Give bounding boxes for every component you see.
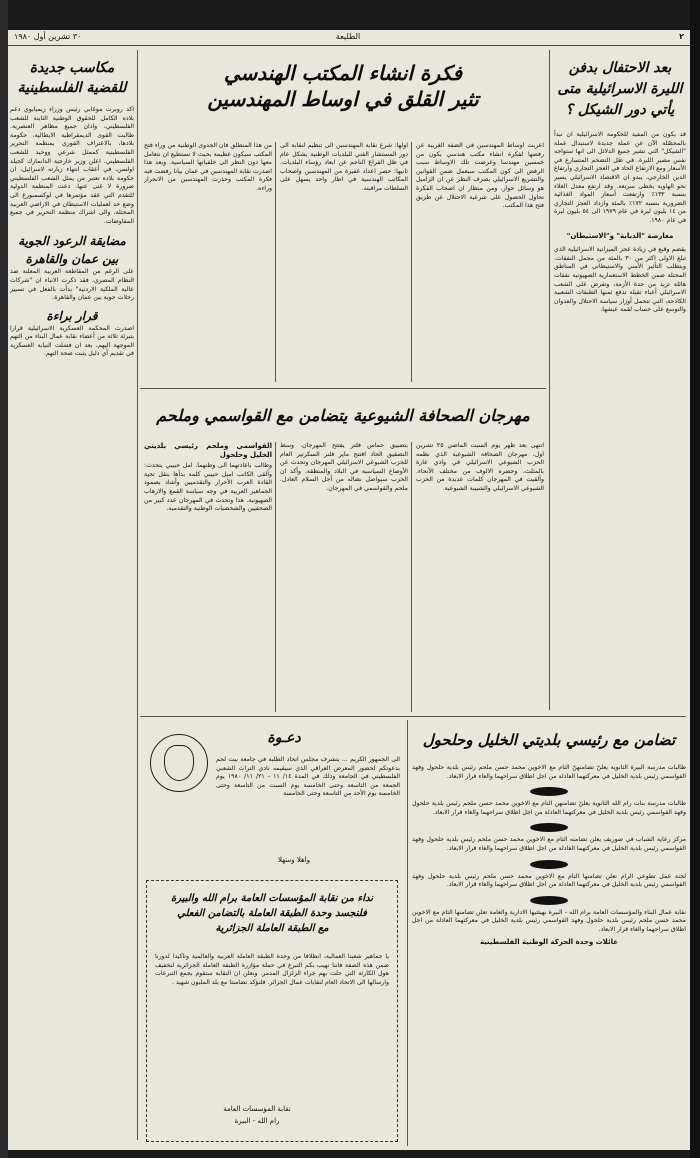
festival-col-3-head: القواسمي وملحم رئيسي بلديتي الخليل وحلحول	[144, 442, 272, 459]
article-shekel-body: قد يكون من المفيد للحكومة الاسرائيلية ان تبدأ بالمحصّلة الآن عن عملة جديدة لاستبدال عملة "الشيكل" التي تشير جميع الدلائل الى انها ستواجه نفس مصير الليرة. في ظل التضخم المتسارع في الأسعار ومع الارتفاع الحاد في العجز التجاري وارتفاع الدين الخارجي، يبدو ان الاقتصاد الاسرائيلي يسير نحو الهاوية بخطى سريعة. وقد ارتفع معدل الغلاء بنسبة ١٣٢٪ وارتفعت أسعار المواد الغذائية الضرورية بنسبة ١٧٢٪ بالمئة وازداد العجز التجاري من ١٤ بليون ليرة في عام ١٩٧٩ الى ٥٤ بليون ليرة في عام ١٩٨٠.	[554, 131, 686, 224]
left-title-3: بين عمان والقاهرة	[25, 252, 119, 267]
separator	[412, 893, 686, 909]
left-body-2: على الرغم من المقاطعة العربية المعلنة ضد النظام المصري، فقد ذكرت الانباء ان "شركات عالية الملكية الاردنية" بدأت بالفعل في تسيير رحلات جوية بين عمان والقاهرة.	[10, 268, 134, 302]
separator	[412, 784, 686, 800]
article-shekel-body-2: يقضم وقبع في زيادة عجز الميزانية الاسرائيلية الذي تبلغ الاولى اكثر من ٣٠ بالمئة من مجمل النفقات. ويتطلب التأثير الأمني والاستيطاني في المناطق المحتلة ضمن الخطط الاستعمارية الصهيونية نفقات هائلة تزيد من حدة الأزمة، وتفرض على الشعب الاسرائيلي أعباء ثقيلة تدفع ثمنها الطبقات الشعبية الكادحة، التي تتحمل أوزار سياسة الاحتلال والعدوان والتوسع على حساب لقمة عيشها.	[554, 246, 686, 314]
invitation-box	[142, 720, 404, 870]
invitation-title: دعـوة	[267, 730, 301, 746]
page-header	[8, 30, 690, 46]
union-call-body: يا جماهير شعبنا العمالية، انطلاقا من وحدة الطبقة العاملة العربية والعالمية وتأكيدا لدورنا ضمن هذه الصفة فاننا نهيب بكم التبرع في حملة مؤازرة الطبقة العاملة الجزائرية لتخفيف هول الكارثة التي حلت بهم جراء الزلزال المدمر. ونعلن ان النقابة ستقوم بجمع التبرعات وارسالها الى الاتحاد العام لنقابات عمال الجزائر. فلنؤكد تضامننا مع بلد المليون شهيد .	[155, 953, 389, 986]
solidarity-item: نقابة عمال البناء والمؤسسات العامة برام الله - البيرة بهيئتيها الادارية والعامة تعلن تضامنها التام مع الاخوين محمد حسن ملحم رئيس بلدية حلحول وفهد القواسمي رئيس بلدية الخليل في معركتهما العادلة من اجل اطلاق سراحهما والغاء قرار الابعاد.	[412, 908, 686, 933]
festival-col-3	[144, 442, 272, 712]
separator-mark	[530, 860, 568, 869]
solidarity-footer: عائلات وحدة الحركة الوطنية الفلسطينية	[479, 937, 619, 946]
column-rule	[137, 50, 138, 1140]
emblem-icon	[150, 734, 208, 792]
article-shekel-title: بعد الاحتفال بدفن الليرة الاسرائيلية متى يأتي دور الشيكل ؟	[557, 60, 683, 118]
page-binding	[690, 0, 700, 1158]
main-article-headline	[142, 54, 544, 150]
publication-name: الطليعة	[335, 32, 361, 41]
column-rule	[275, 442, 276, 712]
solidarity-item: طالبات مدرسة البيرة الثانوية يعلنّ تضامنهنّ التام مع الاخوين محمد حسن ملحم رئيس بلدية حلحول وفهد القواسمي رئيس بلدية الخليل في معركتهما العادلة من اجل اطلاق سراحهما والغاء قرار الابعاد.	[412, 764, 686, 780]
column-rule	[275, 142, 276, 382]
separator	[412, 820, 686, 836]
festival-title: مهرجان الصحافة الشيوعية يتضامن مع القواسمي وملحم	[156, 406, 530, 425]
festival-col-3-body: وطالب باعادتهما الى وطنهما. امل حبيبي يتحدث: وألقى الكاتب اميل حبيبي كلمة بدأها بنقل تحية القادة العرب الأحرار والتقدميين وأشاد بصمود الجماهير العربية في وجه سياسة القمع والارهاب الصهيونية. هذا وتحدث في المهرجان عدد كبير من الصحفيين والشخصيات الوطنية والتقدمية.	[144, 462, 272, 513]
left-title-1: مكاسب جديدة للقضية الفلسطينية	[17, 60, 127, 96]
main-article-title-2: تثير القلق في اوساط المهندسين	[207, 87, 479, 111]
solidarity-item: لجنة عمل تطوعي الرام تعلن تضامنها التام مع الاخوين محمد حسن ملحم رئيس بلدية حلحول وفهد القواسمي رئيس بلدية الخليل في معركتهما العادلة من اجل اطلاق سراحهما والغاء قرار الابعاد.	[412, 872, 686, 889]
column-rule	[411, 142, 412, 382]
solidarity-list	[412, 764, 686, 1144]
separator-mark	[530, 787, 568, 796]
issue-date: ٣٠ تشرين أول ١٩٨٠	[14, 32, 82, 41]
main-article-col-3: من هذا المنطلق فان الجدوى الوطنية من وراء فتح المكتب سيكون عظيمة بحيث لا نستطيع ان نتعامل معها دون النظر الى خلفياتها السياسية. وبعد هذا اصدرت نقابة المهندسين في عمان بيانا رفضت فيه فكرة المكتب وحذرت المهندسين من الانجرار وراءه.	[144, 142, 272, 192]
main-article-col-1: اعربت اوساط المهندسين في الضفة الغربية عن رفضها لفكرة انشاء مكتب هندسي يكون من خمسين مهندسا وعرضت تلك الاوساط سبب الرفض الى كون المكتب سيعمل ضمن القوانين والتشريع الاسرائيلي بصرف النظر عن ان الزاميل هو وسائل حوار. ومن منظار ان اصحاب الفكرة تحاول الحصول على شرعية الاحتلال عن طريق فتح هذا المكتب.	[416, 142, 544, 210]
page-number: ٢	[679, 32, 684, 41]
union-call-title-1: نداء من نقابة المؤسسات العامة برام الله والبيرة	[170, 893, 374, 904]
separator	[412, 857, 686, 873]
column-rule	[407, 720, 408, 1146]
invitation-body: الى الجمهور الكريم ... يتشرف مجلس اتحاد الطلبة في جامعة بيت لحم بدعوتكم لحضور المعرض العراقي الذي سيقيمه نادي التراث الشعبي الفلسطيني في الجامعة وذلك في المدة ١٤/ ١١ - ٢١/ ١١/ ١٩٨٠ يوم الجمعة من التاسعة وحتى الخامسة يوم السبت من التاسعة وحتى الخامسة يوم الأحد من التاسعة وحتى الخامسة	[216, 756, 400, 798]
left-column	[10, 54, 134, 1144]
festival-col-1: انتهى بعد ظهر يوم السبت الماضي ٢٥ تشرين اول، مهرجان الصحافة الشيوعية الذي نظمه الحزب الشيوعي الاسرائيلي في وادي عارة بالمثلث، وحضره الالوف من مختلف الأنحاء. وألقيت في المهرجان كلمات عديدة من الحزب الشيوعي الاسرائيلي والشبيبة الشيوعية.	[416, 442, 544, 492]
column-rule	[549, 50, 550, 710]
union-call-signature-2: رام الله - البيرة	[234, 1117, 280, 1125]
solidarity-section	[412, 720, 686, 1146]
newspaper-page	[8, 30, 690, 1150]
left-title-4: قرار براءة	[46, 308, 98, 323]
union-call-title-2: فلنجسد وحدة الطبقة العاملة بالتضامن الفعلي	[177, 908, 367, 919]
union-call-signature: نقابة المؤسسات العامة	[223, 1105, 291, 1113]
left-body-1: اكد روبرت موغابي رئيس وزراء زيمبابوي دعم بلاده الكامل للحقوق الوطنية الثابتة للشعب الفلسطيني، وادان جميع مظاهر العنصرية. طالبت القوى الديمقراطية الايطالية، حكومة بلادها، بالاعتراف الفوري بمنظمة التحرير الفلسطينية كممثل شرعي ووحيد للشعب الفلسطيني. اعلن وزير خارجية الدانمارك كجيلد اولسن، في أعقاب انتهاء زيارته لاسرائيل، ان حكومة بلاده تعتبر من يمثل الشعب الفلسطيني ضرورة لا غنى عنها. دعت المنظمة الدولية للتقدم التي عقد مؤتمرها في لوكسمبورغ الى وضع حد لعمليات الاستيطان في الاراضي العربية المحتلة، والى اشراك منظمة التحرير في جميع المفاوضات.	[10, 106, 134, 225]
left-body-3: اصدرت المحكمة العسكرية الاسرائيلية قرارا بتبرئة ثلاثة من أعضاء نقابة عمال البناء من التهم الموجهة اليهم، بعد ان فشلت النيابة العسكرية في تقديم أي دليل يثبت صحة التهم.	[10, 324, 134, 358]
invitation-closing: واهلا وسهلا	[277, 856, 311, 864]
section-rule	[140, 388, 546, 389]
article-shekel-subtitle: معارضة "الدبابة" و"الاستيطان"	[566, 231, 674, 240]
section-rule	[140, 716, 686, 717]
solidarity-item: مركز رعاية الشباب في صوريف يعلن تضامنه التام مع الاخوين محمد حسن ملحم رئيس بلدية حلحول وفهد القواسمي رئيس بلدية الخليل في معركتهما العادلة من اجل اطلاق سراحهما والغاء قرار الابعاد.	[412, 836, 686, 852]
solidarity-item: طالبات مدرسة بنات رام الله الثانوية يعلنّ تضامنهن التام مع الاخوين محمد حسن ملحم رئيس بلدية حلحول وفهد القواسمي رئيس بلدية الخليل في معركتهما العادلة من اجل اطلاق سراحهما والغاء قرار الابعاد.	[412, 800, 686, 816]
main-article-col-2: اولها: شرع نقابة المهندسين الى تنظيم لنقابة الى دور المستشار الفني للبلديات الوطنية بشكل عام في ظل الفراغ الناجم عن ابعاد رؤساء البلديات. ثانيها: حصر اعداد غفيرة من المهندسين واصحاب المكاتب الهندسية في اطار واحد يسهل على السلطات مراقبته.	[280, 142, 408, 192]
union-call-title-3: مع الطبقة العاملة الجزائرية	[215, 923, 329, 934]
main-article-title-1: فكرة انشاء المكتب الهندسي	[223, 61, 463, 85]
left-title-2: مضايقة الرعود الجوية	[18, 234, 126, 249]
solidarity-title: تضامن مع رئيسي بلديتي الخليل وحلحول	[422, 731, 676, 749]
separator-mark	[530, 823, 568, 832]
festival-col-2: بتضييق حماس فلتر يفتتح المهرجان. وسط التصفيق الحاد افتتح ماير فلنر السكرتير العام للحزب الشيوعي الاسرائيلي المهرجان وتحدث عن الأوضاع السياسية في البلاد والمنطقة. وأكد ان الحزب سيواصل نضاله من أجل السلام العادل. ملحم والقواسمي في المهرجان.	[280, 442, 408, 492]
scan-edge	[0, 0, 8, 1158]
separator-mark	[530, 896, 568, 905]
union-call-box	[146, 880, 398, 1142]
article-shekel	[554, 52, 686, 792]
column-rule	[411, 442, 412, 712]
